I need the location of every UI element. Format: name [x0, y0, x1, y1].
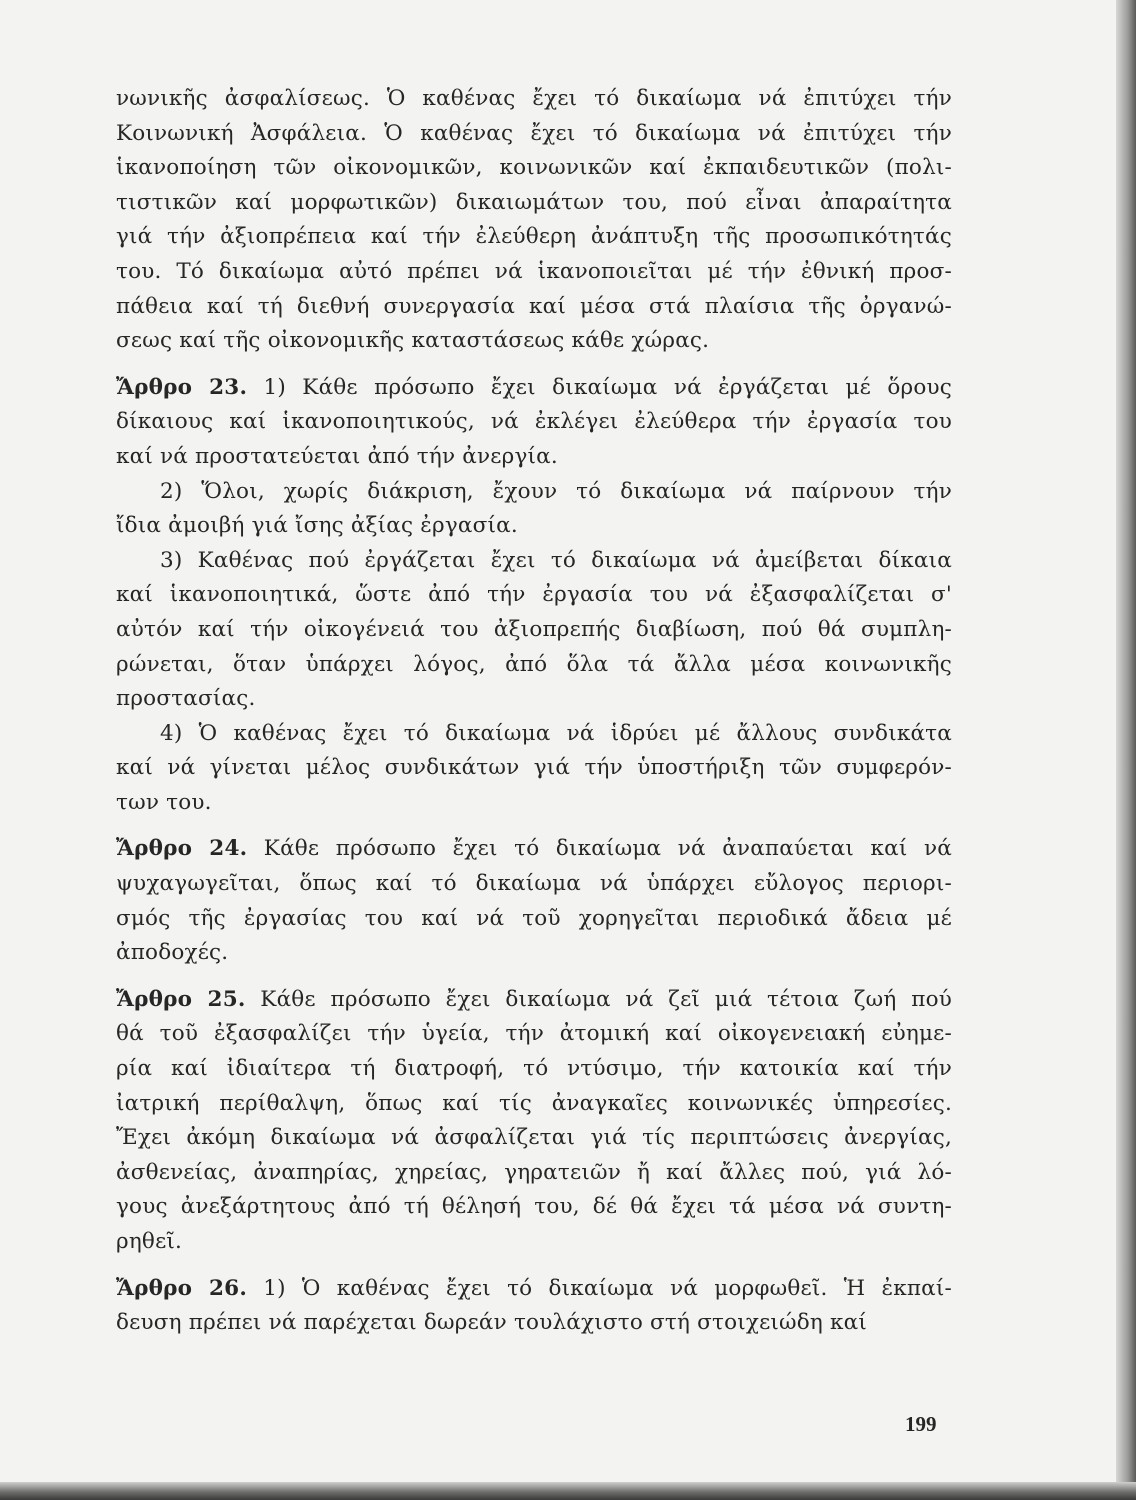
line-text: πάθεια καί τή διεθνή συνεργασία καί μέσα στά πλαίσια τῆς ὀργανώ-	[116, 293, 952, 319]
line-text: γιά τήν ἀξιοπρέπεια καί τήν ἐλεύθερη ἀνάπτυξη τῆς προσωπικότητάς	[116, 224, 952, 250]
text-line	[116, 578, 952, 613]
line-text: καί ἱκανοποιητικά, ὥστε ἀπό τήν ἐργασία του νά ἐξασφαλίζεται σ'	[116, 582, 952, 608]
line-text: θά τοῦ ἐξασφαλίζει τήν ὑγεία, τήν ἀτομική καί οἰκογενειακή εὐημε-	[116, 1021, 952, 1047]
text-line	[116, 509, 952, 544]
text-line	[116, 1017, 952, 1052]
line-text: καί νά γίνεται μέλος συνδικάτων γιά τήν ὑποστήριξη τῶν συμφερόν-	[116, 755, 952, 781]
text-line	[116, 1087, 952, 1122]
line-text: σμός τῆς ἐργασίας του καί νά τοῦ χορηγεῖται περιοδικά ἄδεια μέ	[116, 905, 952, 931]
line-text: ἀποδοχές.	[116, 940, 229, 966]
line-text: προστασίας.	[116, 686, 256, 712]
text-line	[116, 544, 952, 579]
line-text: ἰατρική περίθαλψη, ὅπως καί τίς ἀναγκαῖες κοινωνικές ὑπηρεσίες.	[116, 1090, 952, 1116]
text-line	[116, 371, 952, 406]
line-text: των του.	[116, 789, 212, 815]
text-line	[116, 786, 952, 821]
line-text: δευση πρέπει νά παρέχεται δωρεάν τουλάχιστο στή στοιχειώδη καί	[116, 1310, 868, 1336]
article-heading: Ἄρθρο 26.	[116, 1275, 247, 1301]
line-text: ρία καί ἰδιαίτερα τή διατροφή, τό ντύσιμο, τήν κατοικία καί τήν	[116, 1056, 952, 1082]
line-text: δίκαιους καί ἱκανοποιητικούς, νά ἐκλέγει ἐλεύθερα τήν ἐργασία του	[116, 409, 952, 435]
text-line	[116, 1190, 952, 1225]
line-text: Κάθε πρόσωπο ἔχει τό δικαίωμα νά ἀναπαύεται καί νά	[247, 836, 952, 862]
text-line	[116, 255, 952, 290]
line-text: 1) Ὁ καθένας ἔχει τό δικαίωμα νά μορφωθεῖ. Ἡ ἐκπαί-	[247, 1275, 952, 1301]
text-line	[116, 648, 952, 683]
text-line	[116, 751, 952, 786]
text-line	[116, 82, 952, 117]
line-text: του. Τό δικαίωμα αὐτό πρέπει νά ἱκανοποιεῖται μέ τήν ἐθνική προσ-	[116, 258, 952, 284]
page-bottom-edge-shadow	[0, 1482, 1136, 1500]
line-text: 2) Ὅλοι, χωρίς διάκριση, ἔχουν τό δικαίωμα νά παίρνουν τήν	[160, 478, 952, 504]
text-line	[116, 1272, 952, 1307]
text-line	[116, 1121, 952, 1156]
paragraph-gap	[116, 359, 952, 371]
text-line	[116, 867, 952, 902]
line-text: 1) Κάθε πρόσωπο ἔχει δικαίωμα νά ἐργάζεται μέ ὅρους	[247, 374, 952, 400]
article-heading: Ἄρθρο 24.	[116, 836, 248, 862]
text-line	[116, 1306, 952, 1341]
text-line	[116, 440, 952, 475]
text-line	[116, 117, 952, 152]
text-line	[116, 613, 952, 648]
line-text: ἱκανοποίηση τῶν οἰκονομικῶν, κοινωνικῶν καί ἐκπαιδευτικῶν (πολι-	[116, 155, 952, 181]
line-text: ψυχαγωγεῖται, ὅπως καί τό δικαίωμα νά ὑπάρχει εὔλογος περιορι-	[116, 871, 952, 897]
text-line	[116, 1052, 952, 1087]
page-number: 199	[905, 1412, 937, 1436]
text-line	[116, 1156, 952, 1191]
text-line	[116, 475, 952, 510]
line-text: 4) Ὁ καθένας ἔχει τό δικαίωμα νά ἱδρύει μέ ἄλλους συνδικάτα	[160, 720, 952, 746]
line-text: γους ἀνεξάρτητους ἀπό τή θέλησή του, δέ θά ἔχει τά μέσα νά συντη-	[116, 1194, 952, 1220]
line-text: Κάθε πρόσωπο ἔχει δικαίωμα νά ζεῖ μιά τέτοια ζωή πού	[245, 986, 952, 1012]
text-line	[116, 717, 952, 752]
text-line	[116, 151, 952, 186]
line-text: ἀσθενείας, ἀναπηρίας, χηρείας, γηρατειῶν ἤ καί ἄλλες πού, γιά λό-	[116, 1159, 952, 1185]
line-text: Ἔχει ἀκόμη δικαίωμα νά ἀσφαλίζεται γιά τίς περιπτώσεις ἀνεργίας,	[116, 1125, 952, 1151]
text-line	[116, 220, 952, 255]
text-line	[116, 902, 952, 937]
line-text: νωνικῆς ἀσφαλίσεως. Ὁ καθένας ἔχει τό δικαίωμα νά ἐπιτύχει τήν	[116, 86, 952, 111]
line-text: Κοινωνική Ἀσφάλεια. Ὁ καθένας ἔχει τό δικαίωμα νά ἐπιτύχει τήν	[116, 120, 952, 146]
text-line	[116, 186, 952, 221]
text-line	[116, 405, 952, 440]
line-text: αὐτόν καί τήν οἰκογένειά του ἀξιοπρεπής διαβίωση, πού θά συμπλη-	[116, 616, 952, 642]
article-heading: Ἄρθρο 25.	[116, 986, 246, 1012]
paragraph-gap	[116, 971, 952, 983]
line-text: σεως καί τῆς οἰκονομικῆς καταστάσεως κάθε χώρας.	[116, 328, 710, 354]
text-line	[116, 936, 952, 971]
document-body	[116, 82, 952, 1341]
article-heading: Ἄρθρο 23.	[116, 374, 248, 400]
line-text: τιστικῶν καί μορφωτικῶν) δικαιωμάτων του, πού εἶναι ἀπαραίτητα	[116, 189, 952, 215]
text-line	[116, 682, 952, 717]
line-text: ρώνεται, ὅταν ὑπάρχει λόγος, ἀπό ὅλα τά ἄλλα μέσα κοινωνικῆς	[116, 651, 952, 677]
paragraph-gap	[116, 820, 952, 832]
text-line	[116, 983, 952, 1018]
line-text: ρηθεῖ.	[116, 1229, 183, 1254]
text-line	[116, 324, 952, 359]
text-line	[116, 290, 952, 325]
page-right-edge-shadow	[1116, 0, 1136, 1500]
paragraph-gap	[116, 1260, 952, 1272]
line-text: 3) Καθένας πού ἐργάζεται ἔχει τό δικαίωμα νά ἀμείβεται δίκαια	[160, 547, 952, 573]
text-line	[116, 1225, 952, 1260]
line-text: ἴδια ἀμοιβή γιά ἴσης ἀξίας ἐργασία.	[116, 513, 518, 539]
line-text: καί νά προστατεύεται ἀπό τήν ἀνεργία.	[116, 443, 558, 469]
text-line	[116, 832, 952, 867]
